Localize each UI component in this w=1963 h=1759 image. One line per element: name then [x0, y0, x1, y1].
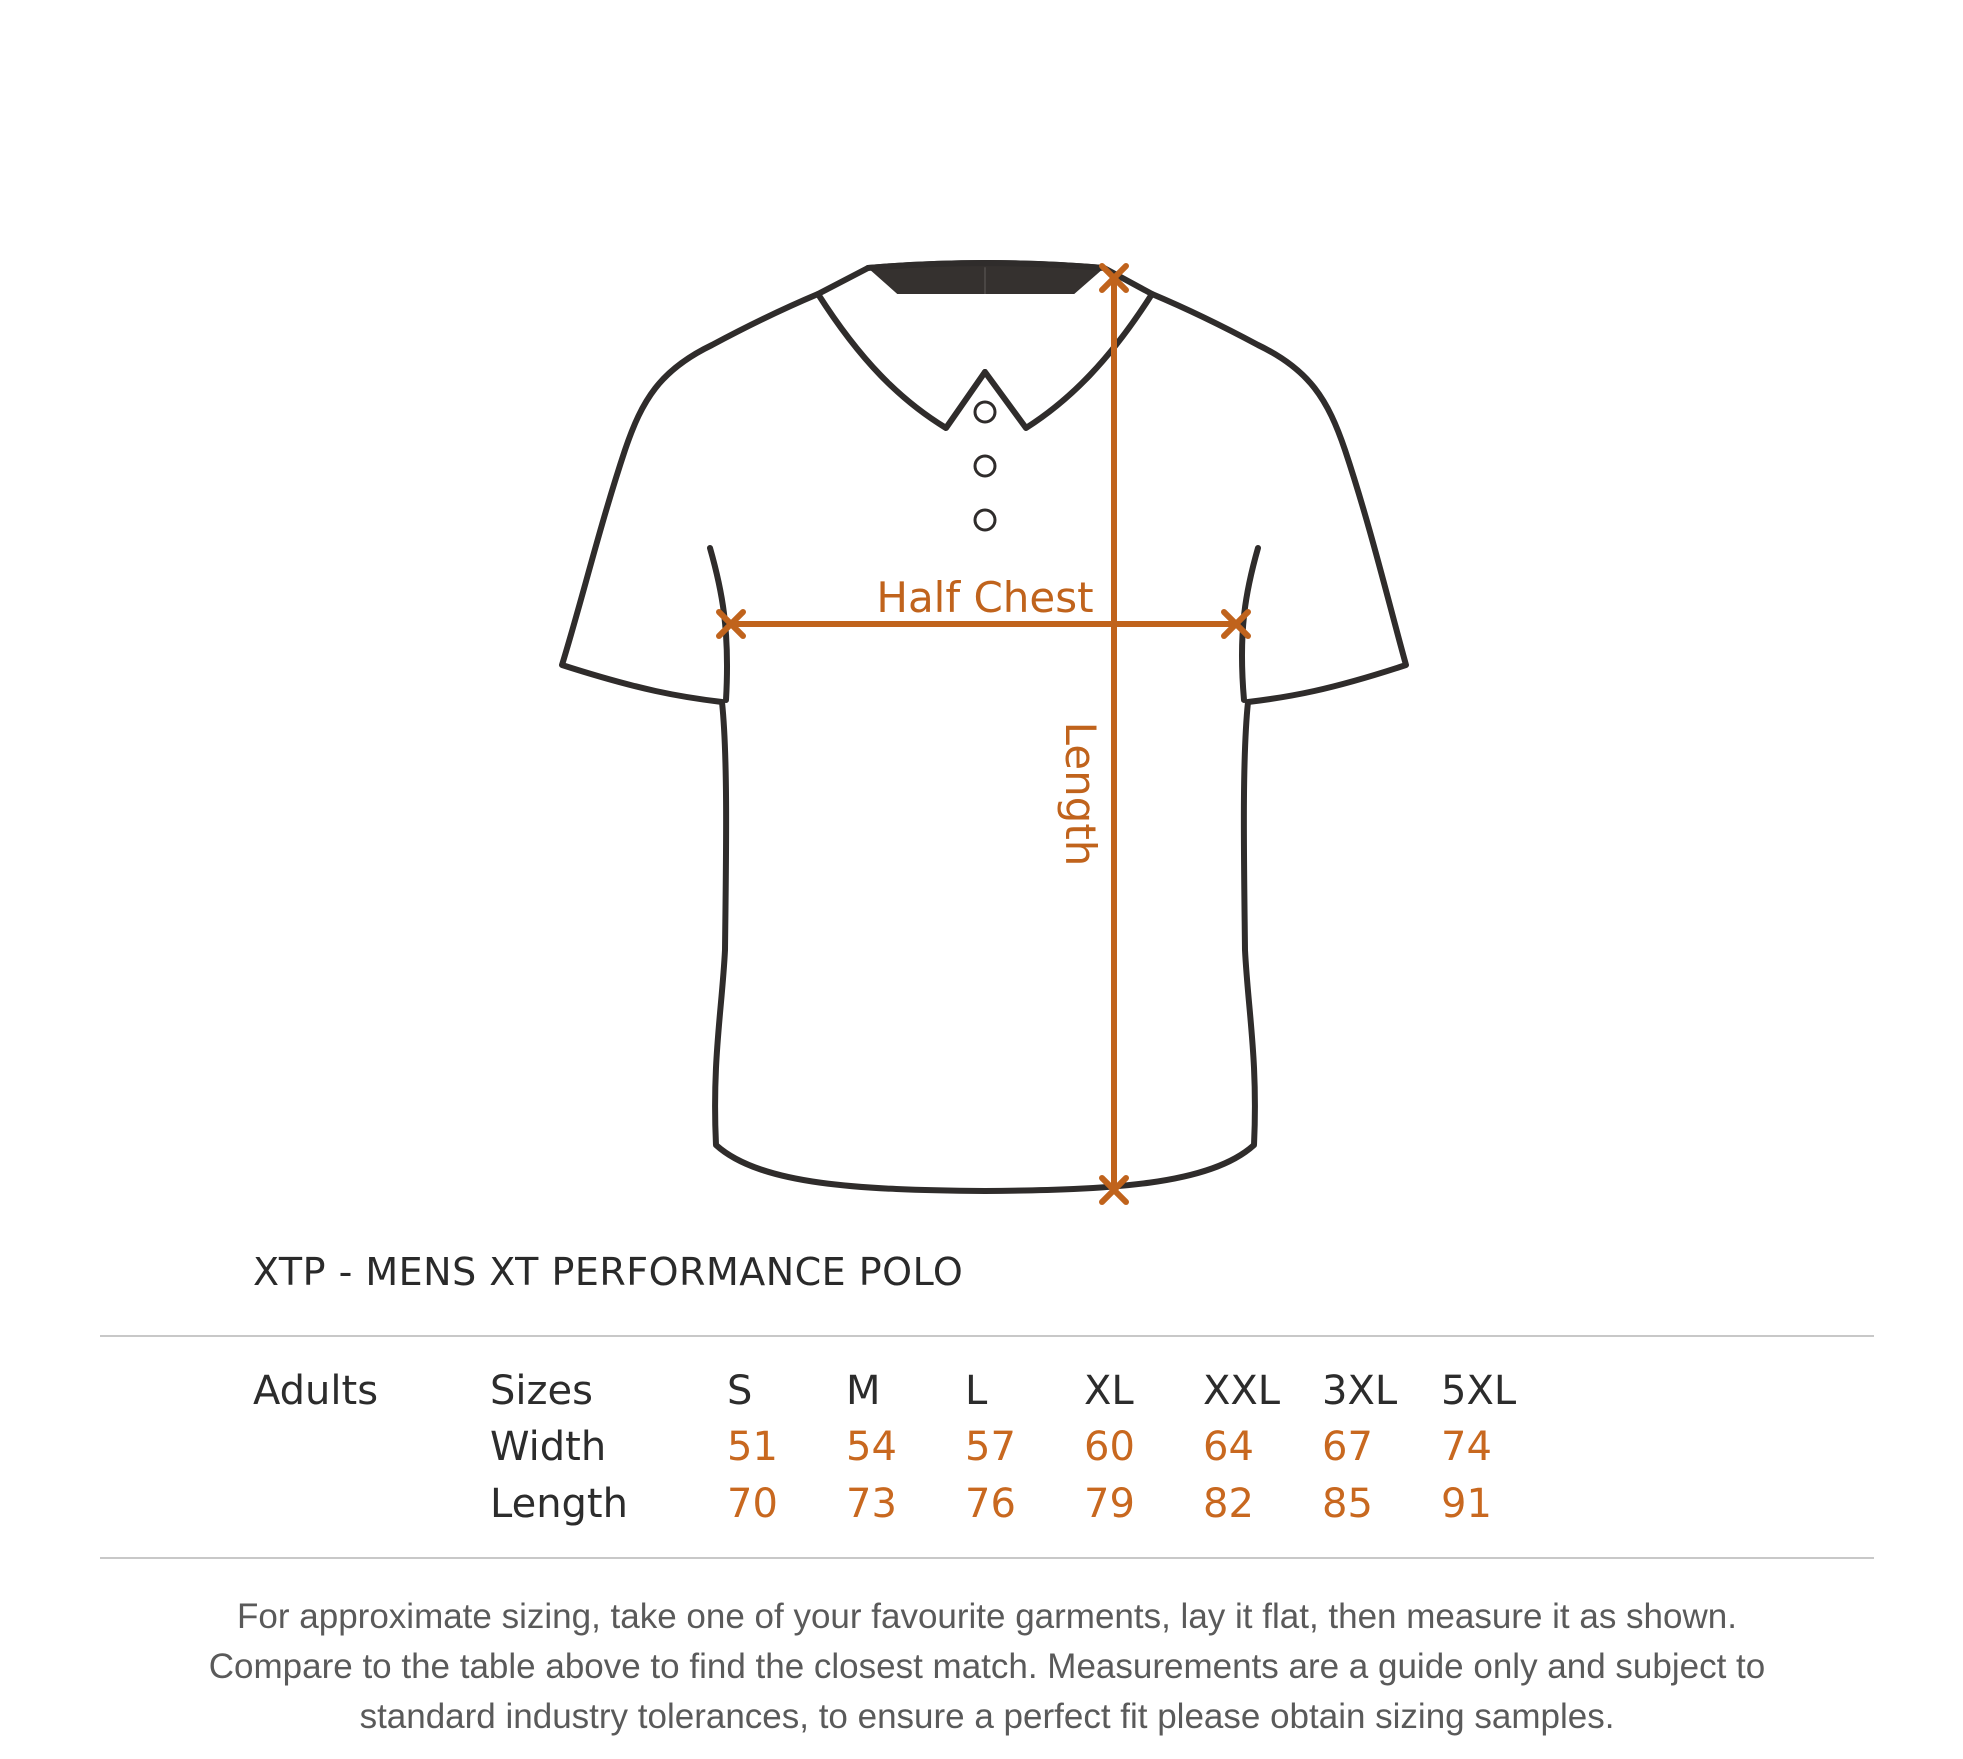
width-value: 51: [727, 1424, 778, 1470]
size-cell: L: [965, 1368, 988, 1414]
width-value: 74: [1441, 1424, 1492, 1470]
length-value: 79: [1084, 1481, 1135, 1527]
button-top: [975, 402, 995, 422]
length-value: 91: [1441, 1481, 1492, 1527]
length-value: 73: [846, 1481, 897, 1527]
size-cell: 3XL: [1322, 1368, 1398, 1414]
sizing-note-line: standard industry tolerances, to ensure a perfect fit please obtain sizing samples.: [359, 1697, 1615, 1736]
table-bottom-divider: [100, 1557, 1874, 1559]
button-bottom: [975, 510, 995, 530]
row-label-length: Length: [490, 1481, 628, 1527]
sizing-note-line: Compare to the table above to find the closest match. Measurements are a guide only and subject to: [208, 1647, 1766, 1686]
size-cell: M: [846, 1368, 881, 1414]
size-cell: XXL: [1203, 1368, 1281, 1414]
polo-shirt-icon: [562, 263, 1406, 1191]
row-label-width: Width: [490, 1424, 607, 1470]
table-top-divider: [100, 1335, 1874, 1337]
sizing-note: [100, 1592, 1874, 1742]
group-label: Adults: [253, 1368, 379, 1414]
width-value: 64: [1203, 1424, 1254, 1470]
product-title: XTP - MENS XT PERFORMANCE POLO: [253, 1250, 964, 1294]
size-cell: XL: [1084, 1368, 1134, 1414]
button-middle: [975, 456, 995, 476]
width-value: 57: [965, 1424, 1016, 1470]
sizing-note-line: For approximate sizing, take one of your favourite garments, lay it flat, then measure it as shown.: [237, 1597, 1737, 1636]
size-cell: 5XL: [1441, 1368, 1517, 1414]
length-value: 85: [1322, 1481, 1373, 1527]
width-value: 67: [1322, 1424, 1373, 1470]
width-value: 60: [1084, 1424, 1135, 1470]
row-label-sizes: Sizes: [490, 1368, 593, 1414]
length-value: 82: [1203, 1481, 1254, 1527]
width-value: 54: [846, 1424, 897, 1470]
length-label: Length: [1056, 721, 1105, 867]
size-cell: S: [727, 1368, 753, 1414]
length-value: 70: [727, 1481, 778, 1527]
half-chest-label: Half Chest: [876, 573, 1094, 622]
length-value: 76: [965, 1481, 1016, 1527]
